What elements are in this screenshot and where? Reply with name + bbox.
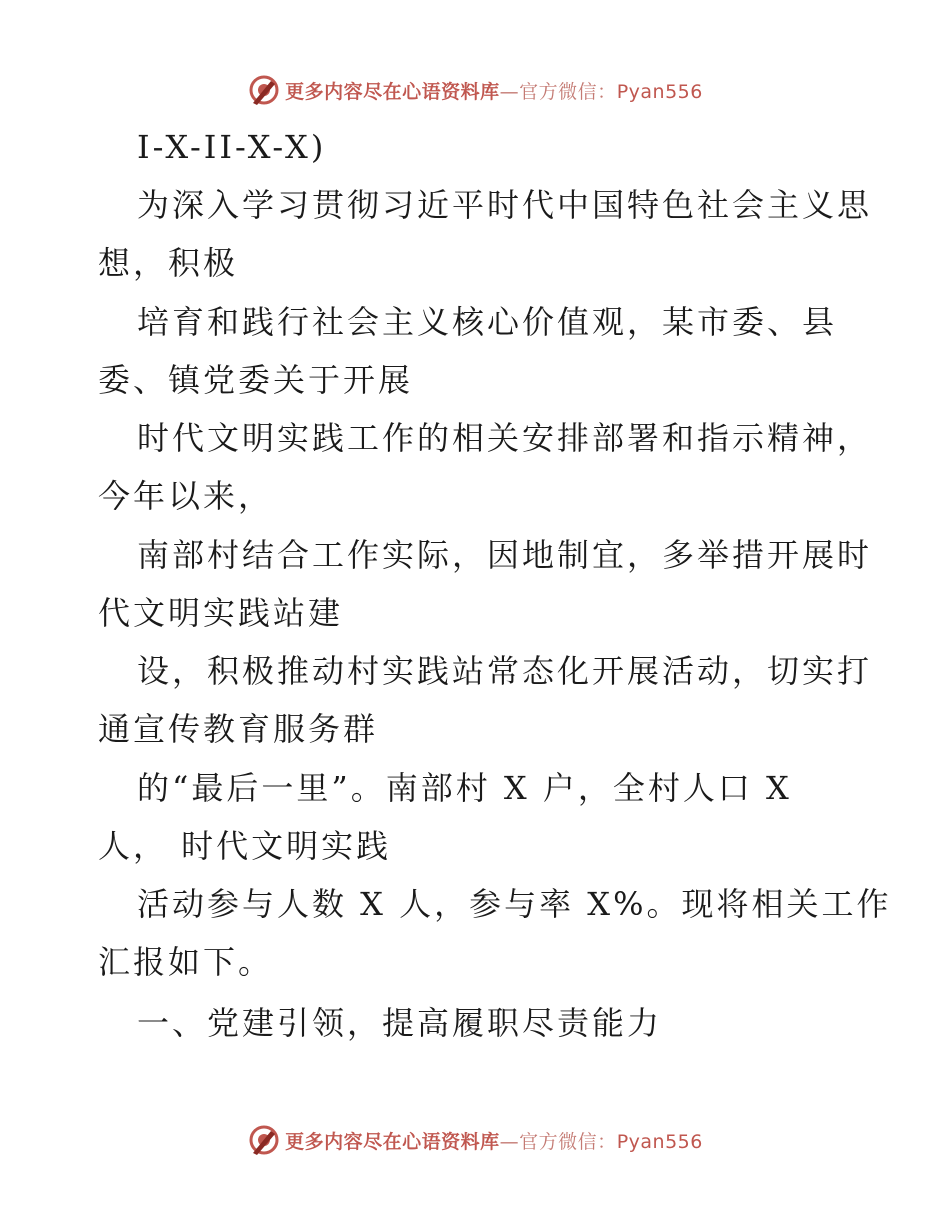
body-line: 时代文明实践工作的相关安排部署和指示精神，: [137, 419, 873, 457]
section-heading: 一、党建引领，提高履职尽责能力: [137, 1004, 663, 1042]
body-line: 委、镇党委关于开展: [98, 361, 414, 399]
body-line: 汇报如下。: [98, 943, 274, 981]
body-line: 今年以来，: [98, 477, 274, 515]
body-line: 人， 时代文明实践: [98, 827, 392, 865]
wechat-id: Pyan556: [616, 80, 703, 103]
body-line: 南部村结合工作实际，因地制宜，多举措开展时: [137, 536, 873, 574]
pen-logo-icon: [247, 1123, 281, 1157]
body-line: 培育和践行社会主义核心价值观，某市委、县: [137, 303, 838, 341]
body-line: 设，积极推动村实践站常态化开展活动，切实打: [137, 652, 873, 690]
watermark-text: 更多内容尽在心语资料库—官方微信：Pyan556: [285, 1130, 703, 1153]
body-line: 通宣传教育服务群: [98, 710, 379, 748]
wechat-id: Pyan556: [616, 1130, 703, 1153]
body-line: 活动参与人数 X 人，参与率 X%。现将相关工作: [137, 885, 892, 923]
footer-watermark: [0, 1120, 950, 1160]
body-line: 想，积极: [98, 244, 239, 282]
body-line: 代文明实践站建: [98, 594, 344, 632]
body-line: 为深入学习贯彻习近平时代中国特色社会主义思: [137, 186, 873, 224]
body-line: 的“最后一里”。南部村 X 户，全村人口 X: [137, 769, 792, 807]
watermark-text: 更多内容尽在心语资料库—官方微信：Pyan556: [285, 80, 703, 103]
body-line: I-X-II-X-X): [137, 128, 327, 166]
